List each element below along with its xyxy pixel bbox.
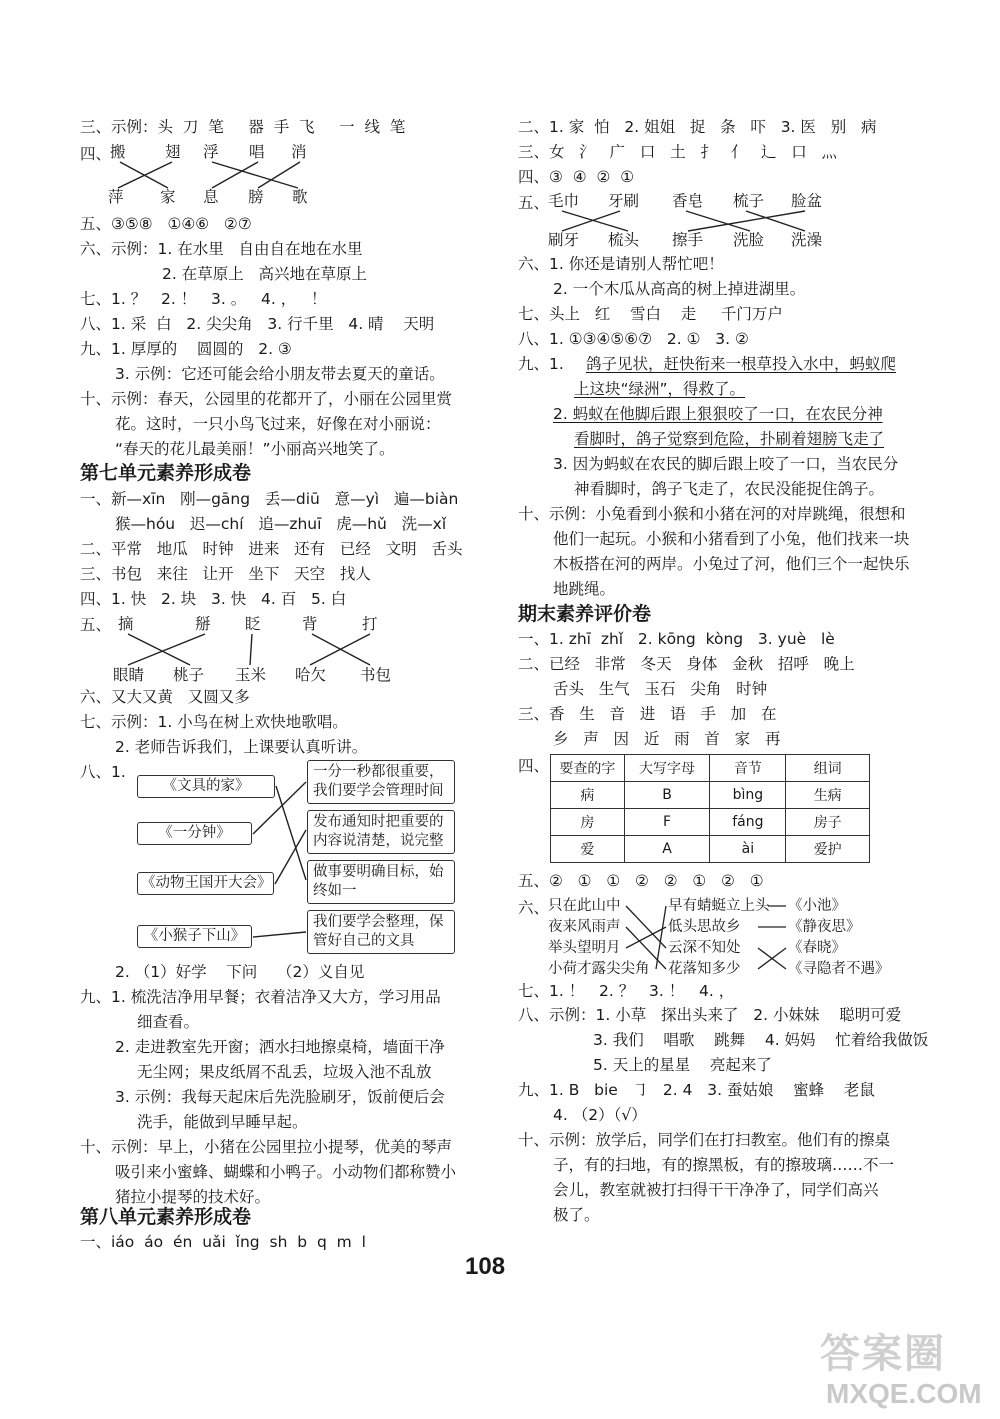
u7-q4: 四、1. 快 2. 块 3. 快 4. 百 5. 白 <box>80 590 347 608</box>
u8-q10a: 十、示例：小兔看到小猴和小猪在河的对岸跳绳，很想和 <box>518 505 906 523</box>
match-box-right-3: 做事要明确目标，始 终如一 <box>307 860 455 904</box>
u7-q10a: 十、示例：早上，小猪在公园里拉小提琴，优美的琴声 <box>80 1138 453 1156</box>
final-q3a: 三、香 生 音 进 语 手 加 在 <box>518 705 777 723</box>
u6-q4-label: 四、 <box>80 145 112 163</box>
table-cell: ài <box>710 836 786 863</box>
u6-q4-bottom-4: 膀 <box>248 188 264 206</box>
poem-line-a2: 夜来风雨声 <box>548 919 621 935</box>
final-q5: 五、② ① ① ② ② ① ② ① <box>518 872 764 890</box>
u8-q5-bottom-3: 擦手 <box>672 231 704 249</box>
poem-line-a4: 小荷才露尖尖角 <box>548 961 650 977</box>
u7-q2: 二、平常 地瓜 时钟 进来 还有 已经 文明 舌头 <box>80 540 463 558</box>
match-box-right-1: 一分一秒都很重要， 我们要学会管理时间 <box>307 760 455 804</box>
final-q8b: 3. 我们 唱歌 跳舞 4. 妈妈 忙着给我做饭 <box>593 1031 929 1049</box>
table-cell: F <box>624 809 710 836</box>
u7-q5-top-1: 摘 <box>118 615 134 633</box>
u7-q5-bottom-5: 书包 <box>360 666 392 684</box>
table-cell: 房子 <box>786 809 870 836</box>
u7-q5-bottom-1: 眼睛 <box>113 666 145 684</box>
u7-q5-top-4: 背 <box>302 615 318 633</box>
final-q1: 一、1. zhī zhǐ 2. kōng kòng 3. yuè lè <box>518 630 835 648</box>
table-header-cell: 音节 <box>710 755 786 782</box>
final-q2b: 舌头 生气 玉石 尖角 时钟 <box>553 680 768 698</box>
u8-q6a: 六、1. 你还是请别人帮忙吧！ <box>518 255 724 273</box>
u6-q4-bottom-3: 息 <box>203 188 219 206</box>
u8-q9a-prefix: 九、1. <box>518 355 569 373</box>
final-q9b: 4. （2）（√） <box>553 1106 647 1124</box>
unit7-title: 第七单元素养形成卷 <box>80 462 252 484</box>
u7-q5-bottom-2: 桃子 <box>173 666 205 684</box>
u8-q5-bottom-5: 洗澡 <box>791 231 823 249</box>
poem-line-b4: 花落知多少 <box>668 961 741 977</box>
match-box-right-4: 我们要学会整理，保 管好自己的文具 <box>307 910 455 954</box>
table-cell: 爱 <box>551 836 625 863</box>
u6-q6a: 六、示例：1. 在水里 自由自在地在水里 <box>80 240 363 258</box>
u6-q9a: 九、1. 厚厚的 圆圆的 2. ③ <box>80 340 292 358</box>
u8-q9f: 神看脚时，鸽子飞走了，农民没能捉住鸽子。 <box>574 480 885 498</box>
final-q10a: 十、示例：放学后，同学们在打扫教室。他们有的擦桌 <box>518 1131 891 1149</box>
table-cell: A <box>624 836 710 863</box>
u8-q9d: 看脚时，鸽子觉察到危险，扑刷着翅膀飞走了 <box>574 430 885 448</box>
u8-q4: 四、③ ④ ② ① <box>518 168 635 186</box>
u6-q4-top-1: 搬 <box>110 143 126 161</box>
final-q3b: 乡 声 因 近 雨 首 家 再 <box>553 730 781 748</box>
u6-q10c: “春天的花儿最美丽！”小丽高兴地笑了。 <box>115 440 395 458</box>
u6-q8: 八、1. 采 白 2. 尖尖角 3. 行千里 4. 晴 天明 <box>80 315 435 333</box>
u8-q5-bottom-4: 洗脸 <box>733 231 765 249</box>
u6-q4-bottom-2: 家 <box>160 188 176 206</box>
poem-line-b1: 早有蜻蜓立上头 <box>668 898 770 914</box>
table-header-cell: 组词 <box>786 755 870 782</box>
u7-q10b: 吸引来小蜜蜂、蝴蝶和小鸭子。小动物们都称赞小 <box>115 1163 457 1181</box>
match-box-left-1: 《文具的家》 <box>137 775 275 798</box>
u7-q8-label: 八、1. <box>80 763 126 781</box>
u6-q4-top-4: 唱 <box>249 143 265 161</box>
u7-q5-bottom-4: 哈欠 <box>295 666 327 684</box>
u8-q1: 一、iáo áo én uǎi ǐng sh b q m l <box>80 1233 366 1251</box>
u8-q5-bottom-2: 梳头 <box>608 231 640 249</box>
u7-q9b: 细查看。 <box>137 1013 200 1031</box>
u7-q5-label: 五、 <box>80 616 112 634</box>
watermark-url: MXQE.COM <box>826 1378 982 1409</box>
watermark-text: 答案圈 <box>820 1331 946 1377</box>
poem-title-3: 《春晓》 <box>788 940 846 956</box>
match-box-left-2: 《一分钟》 <box>137 822 252 845</box>
table-cell: 爱护 <box>786 836 870 863</box>
final-q8a: 八、示例：1. 小草 探出头来了 2. 小妹妹 聪明可爱 <box>518 1006 902 1024</box>
u8-q5-top-5: 脸盆 <box>791 192 823 210</box>
u6-q9b: 3. 示例：它还可能会给小朋友带去夏天的童话。 <box>115 365 445 383</box>
u8-q5-top-2: 牙刷 <box>608 192 640 210</box>
u7-q9c: 2. 走进教室先开窗；洒水扫地擦桌椅，墙面干净 <box>115 1038 445 1056</box>
u8-q6b: 2. 一个木瓜从高高的树上掉进湖里。 <box>553 280 806 298</box>
poem-title-2: 《静夜思》 <box>788 919 861 935</box>
u7-q6: 六、又大又黄 又圆又多 <box>80 688 250 706</box>
final-q9a: 九、1. B bie ㇆ 2. 4 3. 蚕姑娘 蜜蜂 老鼠 <box>518 1081 875 1099</box>
u8-q3: 三、女 氵 广 口 土 扌 亻 辶 口 灬 <box>518 143 838 161</box>
u6-q4-top-3: 浮 <box>203 143 219 161</box>
u8-q10c: 木板搭在河的两岸。小兔过了河，他们三个一起快乐 <box>553 555 910 573</box>
final-q8c: 5. 天上的星星 亮起来了 <box>593 1056 772 1074</box>
u7-q8-2: 2. （1）好学 下问 （2）义自见 <box>115 963 365 981</box>
final-q10b: 子，有的扫地，有的擦黑板，有的擦玻璃……不一 <box>553 1156 895 1174</box>
table-header-cell: 大写字母 <box>624 755 710 782</box>
u6-q4-top-5: 消 <box>291 143 307 161</box>
u7-q9a: 九、1. 梳洗洁净用早餐；衣着洁净又大方，学习用品 <box>80 988 441 1006</box>
u6-q10a: 十、示例：春天，公园里的花都开了，小丽在公园里赏 <box>80 390 453 408</box>
table-cell: 生病 <box>786 782 870 809</box>
u7-q5-top-2: 掰 <box>195 615 211 633</box>
u7-q9d: 无尘网；果皮纸屑不乱丢，垃圾入池不乱放 <box>137 1063 432 1081</box>
table-cell: fáng <box>710 809 786 836</box>
u8-q5-bottom-1: 刷牙 <box>548 231 580 249</box>
match-box-right-2: 发布通知时把重要的 内容说清楚，说完整 <box>307 810 455 854</box>
watermark-logo <box>816 1322 992 1410</box>
page-number: 108 <box>465 1253 506 1280</box>
u7-q5-top-5: 打 <box>362 615 378 633</box>
poem-line-b3: 云深不知处 <box>668 940 741 956</box>
u6-q10b: 花。这时，一只小鸟飞过来，好像在对小丽说： <box>115 415 441 433</box>
unit8-title: 第八单元素养形成卷 <box>80 1206 252 1228</box>
u8-q5-label: 五、 <box>518 194 550 212</box>
u8-q8: 八、1. ①③④⑤⑥⑦ 2. ① 3. ② <box>518 330 749 348</box>
u8-q9b: 上这块“绿洲”，得救了。 <box>574 380 746 398</box>
u7-q7b: 2. 老师告诉我们，上课要认真听讲。 <box>115 738 368 756</box>
u8-q5-top-3: 香皂 <box>672 192 704 210</box>
u7-q9e: 3. 示例：我每天起床后先洗脸刷牙，饭前便后会 <box>115 1088 445 1106</box>
poem-line-a3: 举头望明月 <box>548 940 621 956</box>
u7-q10c: 猪拉小提琴的技术好。 <box>115 1188 271 1206</box>
poem-title-1: 《小池》 <box>788 898 846 914</box>
u7-q3: 三、书包 来往 让开 坐下 天空 找人 <box>80 565 371 583</box>
final-q2a: 二、已经 非常 冬天 身体 金秋 招呼 晚上 <box>518 655 855 673</box>
u8-q5-top-1: 毛巾 <box>548 192 580 210</box>
final-q7: 七、1. ！ 2. ？ 3. ！ 4. ， <box>518 982 735 1000</box>
u6-q4-bottom-1: 萍 <box>108 188 124 206</box>
u8-q5-top-4: 梳子 <box>733 192 765 210</box>
poem-line-b2: 低头思故乡 <box>668 919 741 935</box>
match-box-left-3: 《动物王国开大会》 <box>137 872 274 895</box>
final-q10d: 极了。 <box>553 1206 600 1224</box>
u7-q5-bottom-3: 玉米 <box>235 666 267 684</box>
u7-q1b: 猴—hóu 迟—chí 追—zhuī 虎—hǔ 洗—xǐ <box>115 515 447 533</box>
final-q6-label: 六、 <box>518 899 550 917</box>
final-q4-label: 四、 <box>518 757 550 775</box>
u8-q9c: 2. 蚂蚁在他脚后跟上狠狠咬了一口，在农民分神 <box>553 405 883 423</box>
table-cell: B <box>624 782 710 809</box>
u6-q7: 七、1. ？ 2. ！ 3. 。 4. ， ！ <box>80 290 327 308</box>
u6-q4-bottom-5: 歌 <box>292 188 308 206</box>
u6-q4-top-2: 翅 <box>165 143 181 161</box>
u8-q9a: 鸽子见状，赶快衔来一根草投入水中，蚂蚁爬 <box>586 355 897 373</box>
match-box-left-4: 《小猴子下山》 <box>137 925 252 948</box>
final-q10c: 会儿，教室就被打扫得干干净净了，同学们高兴 <box>553 1181 879 1199</box>
u7-q9f: 洗手，能做到早睡早起。 <box>137 1113 308 1131</box>
table-cell: 病 <box>551 782 625 809</box>
u8-q7: 七、头上 红 雪白 走 千门万户 <box>518 305 783 323</box>
u8-q9e: 3. 因为蚂蚁在农民的脚后跟上咬了一口，当农民分 <box>553 455 899 473</box>
final-exam-title: 期末素养评价卷 <box>518 603 652 625</box>
table-cell: bìng <box>710 782 786 809</box>
poem-title-4: 《寻隐者不遇》 <box>788 961 890 977</box>
u6-q5: 五、③⑤⑧ ①④⑥ ②⑦ <box>80 215 252 233</box>
u8-q10d: 地跳绳。 <box>553 580 616 598</box>
poem-line-a1: 只在此山中 <box>548 898 621 914</box>
u8-q10b: 他们一起玩。小猴和小猪看到了小兔，他们找来一块 <box>553 530 910 548</box>
u7-q5-top-3: 眨 <box>245 615 261 633</box>
u8-q2: 二、1. 家 怕 2. 姐姐 捉 条 吓 3. 医 别 病 <box>518 118 877 136</box>
table-header-cell: 要查的字 <box>551 755 625 782</box>
u6-q3: 三、示例：头 刀 笔 器 手 飞 一 线 笔 <box>80 118 406 136</box>
u7-q7a: 七、示例：1. 小鸟在树上欢快地歌唱。 <box>80 713 348 731</box>
u6-q6b: 2. 在草原上 高兴地在草原上 <box>162 265 367 283</box>
u7-q1a: 一、新—xīn 刚—gāng 丢—diū 意—yì 遍—biàn <box>80 490 459 508</box>
table-cell: 房 <box>551 809 625 836</box>
